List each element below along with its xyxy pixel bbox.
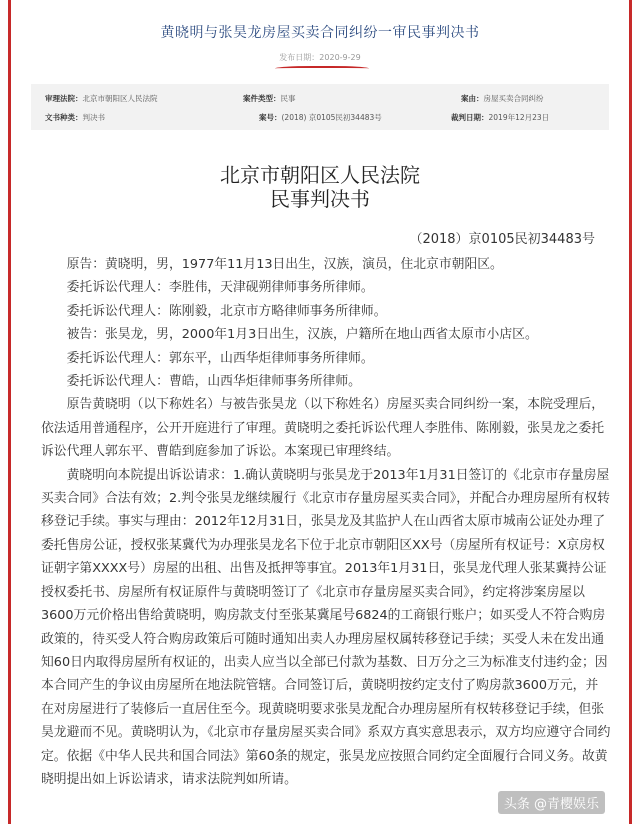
court-heading — [11, 163, 629, 211]
document-title: 黄晓明与张昊龙房屋买卖合同纠纷一审民事判决书 — [160, 25, 480, 41]
paragraph: 被告：张昊龙，男，2000年1月3日出生，汉族，户籍所在地山西省太原市小店区。 — [66, 327, 538, 343]
paragraph: 委托诉讼代理人：郭东平，山西华炬律师事务所律师。 — [66, 350, 374, 366]
judgment-body — [41, 253, 611, 791]
meta-case-no: 案号：(2018) 京0105民初34483号 — [259, 113, 382, 122]
paragraph: 委托诉讼代理人：李胜伟，天津砚朔律师事务所律师。 — [66, 280, 374, 296]
paragraph: 委托诉讼代理人：陈刚毅，北京市方略律师事务所律师。 — [66, 303, 387, 319]
court-name: 北京市朝阳区人民法院 — [220, 163, 420, 187]
paragraph: 原告黄晓明（以下称姓名）与被告张昊龙（以下称姓名）房屋买卖合同纠纷一案，本院受理后，依法适用普通程序，公开开庭进行了审理。黄晓明之委托诉讼代理人李胜伟、陈刚毅，张昊龙之委托诉讼代理人郭东平、曹皓到庭参加了诉讼。本案现已审理终结。 — [41, 397, 605, 460]
metadata-panel — [31, 84, 609, 130]
paragraph: 原告：黄晓明，男，1977年11月13日出生，汉族，演员，住北京市朝阳区。 — [66, 257, 503, 272]
paragraph: 黄晓明向本院提出诉讼请求：1.确认黄晓明与张昊龙于2013年1月31日签订的《北京市存量房屋买卖合同》合法有效；2.判令张昊龙继续履行《北京市存量房屋买卖合同》，并配合办理房屋所有权转移登记手续。事实与理由：2012年12月31日，张昊龙及其监护人在山西省太原市城南公证处办理了委托售房公证，授权张某冀代为办理张昊龙名下位于北京市朝阳区XX号（房屋所有权证号：X京房权证朝字第XXXX号）房屋的出租、出售及抵押等事宜。2013年1月31日，张昊龙代理人张某冀持公证授权委托书、房屋所有权证原件与黄晓明签订了《北京市存量房屋买卖合同》，约定将涉案房屋以3600万元价格出售给黄晓明，购房款支付至张某冀尾号6824的工商银行账户；如买受人不符合购房政策的，待买受人符合购房政策后可随时通知出卖人办理房屋权属转移登记手续；买受人未在发出通知60日内取得房屋所有权证的，出卖人应当以全部已付款为基数、日万分之三为标准支付违约金；因本合同产生的争议由房屋所在地法院管辖。合同签订后，黄晓明按约定支付了购房款3600万元，并在对房屋进行了装修后一直居住至今。现黄晓明要求张昊龙配合办理房屋所有权转移登记手续，但张昊龙避而不见。黄晓明认为，《北京市存量房屋买卖合同》系双方真实意思表示，双方均应遵守合同约定。依据《中华人民共和国合同法》第60条的规定，张昊龙应按照合同约定全面履行合同义务。故黄晓明提出如上诉讼请求，请求法院判如所请。 — [41, 467, 611, 787]
red-underline-mark — [275, 66, 369, 72]
case-number: （2018）京0105民初34483号 — [409, 232, 595, 247]
paragraph: 委托诉讼代理人：曹皓，山西华炬律师事务所律师。 — [66, 374, 361, 390]
meta-judge-date: 裁判日期：2019年12月23日 — [451, 113, 550, 122]
document-frame — [8, 0, 632, 824]
judgment-title: 民事判决书 — [270, 187, 370, 211]
meta-doc-type: 文书种类：判决书 — [45, 113, 105, 122]
meta-court: 审理法院：北京市朝阳区人民法院 — [45, 94, 158, 103]
watermark: 头条 @青樱娱乐 — [498, 791, 605, 814]
publish-date: 发布日期：2020-9-29 — [279, 53, 361, 62]
meta-case-type: 案件类型：民事 — [243, 94, 296, 103]
meta-cause: 案由：房屋买卖合同纠纷 — [461, 94, 544, 103]
